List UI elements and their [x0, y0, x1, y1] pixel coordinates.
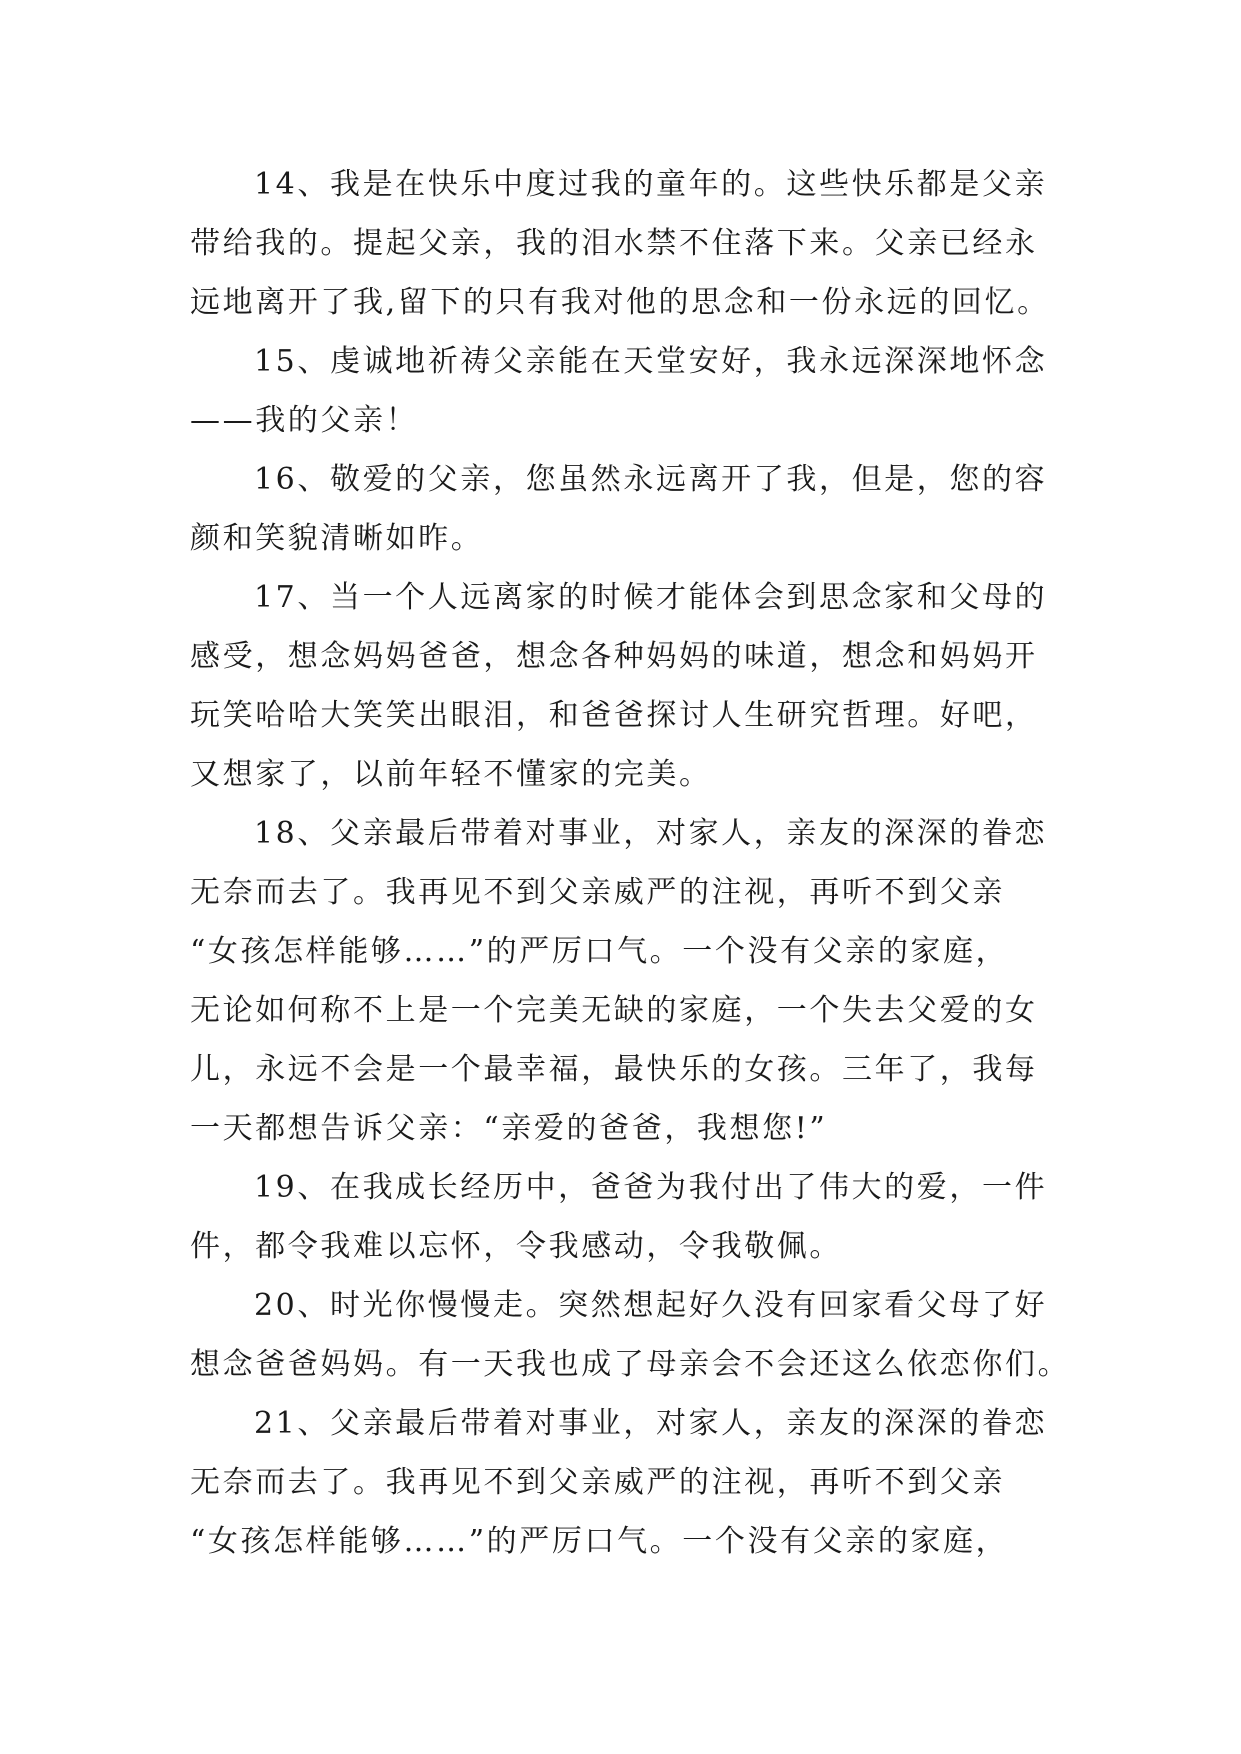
- text-line: 19、在我成长经历中，爸爸为我付出了伟大的爱，一件: [254, 1170, 1048, 1205]
- text-line: 20、时光你慢慢走。突然想起好久没有回家看父母了好: [254, 1288, 1048, 1323]
- text-line: 一天都想告诉父亲：“亲爱的爸爸，我想您!”: [190, 1111, 828, 1146]
- text-line: 14、我是在快乐中度过我的童年的。这些快乐都是父亲: [254, 167, 1048, 202]
- text-line: 远地离开了我,留下的只有我对他的思念和一份永远的回忆。: [190, 285, 1050, 320]
- text-line: 想念爸爸妈妈。有一天我也成了母亲会不会还这么依恋你们。: [190, 1347, 1071, 1382]
- text-line: 无奈而去了。我再见不到父亲威严的注视，再听不到父亲: [190, 1465, 1005, 1500]
- text-line: “女孩怎样能够……”的严厉口气。一个没有父亲的家庭，: [190, 934, 1009, 969]
- text-line: 17、当一个人远离家的时候才能体会到思念家和父母的: [254, 580, 1048, 615]
- text-line: 儿，永远不会是一个最幸福，最快乐的女孩。三年了，我每: [190, 1052, 1038, 1087]
- text-line: 感受，想念妈妈爸爸，想念各种妈妈的味道，想念和妈妈开: [190, 639, 1038, 674]
- text-line: 颜和笑貌清晰如昨。: [190, 521, 484, 556]
- text-line: 18、父亲最后带着对事业，对家人，亲友的深深的眷恋: [254, 816, 1048, 851]
- text-line: 15、虔诚地祈祷父亲能在天堂安好，我永远深深地怀念: [254, 344, 1048, 379]
- text-line: 21、父亲最后带着对事业，对家人，亲友的深深的眷恋: [254, 1406, 1048, 1441]
- text-line: 无论如何称不上是一个完美无缺的家庭，一个失去父爱的女: [190, 993, 1038, 1028]
- text-line: ——我的父亲！: [190, 403, 419, 438]
- document-body: [190, 155, 1070, 1571]
- text-line: “女孩怎样能够……”的严厉口气。一个没有父亲的家庭，: [190, 1524, 1009, 1559]
- text-line: 无奈而去了。我再见不到父亲威严的注视，再听不到父亲: [190, 875, 1005, 910]
- text-line: 带给我的。提起父亲，我的泪水禁不住落下来。父亲已经永: [190, 226, 1038, 261]
- text-line: 玩笑哈哈大笑笑出眼泪，和爸爸探讨人生研究哲理。好吧，: [190, 698, 1038, 733]
- text-line: 16、敬爱的父亲，您虽然永远离开了我，但是，您的容: [254, 462, 1048, 497]
- text-line: 又想家了，以前年轻不懂家的完美。: [190, 757, 712, 792]
- text-line: 件，都令我难以忘怀，令我感动，令我敬佩。: [190, 1229, 842, 1264]
